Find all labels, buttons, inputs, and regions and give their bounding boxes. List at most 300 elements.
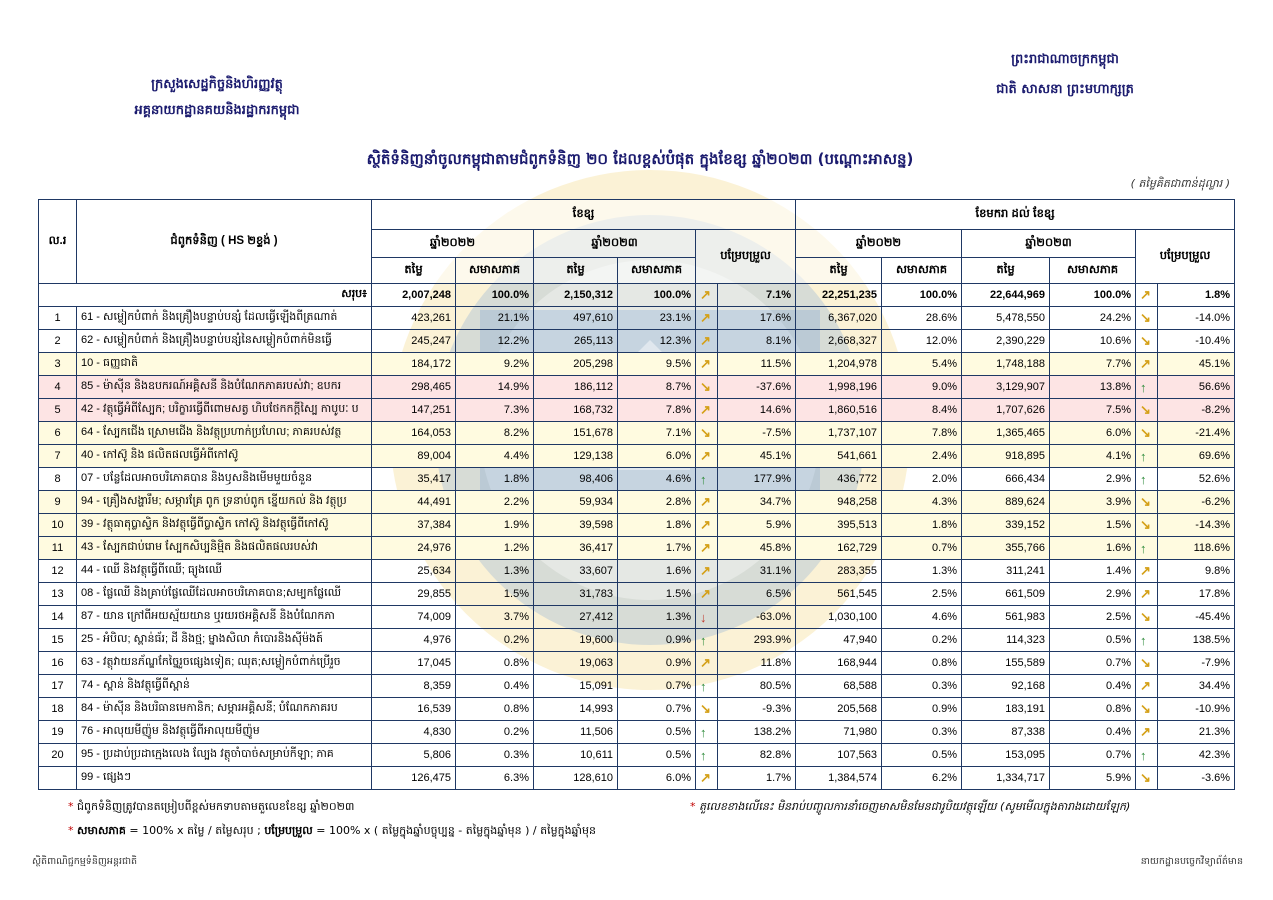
- change-percent: 5.9%: [718, 514, 796, 537]
- ytd-value-2023: 661,509: [962, 583, 1050, 606]
- row-number: 13: [39, 583, 77, 606]
- change-percent: 80.5%: [718, 675, 796, 698]
- share-2022: 1.2%: [456, 537, 534, 560]
- product-name: 62 - សម្លៀកបំពាក់ និងគ្រឿងបន្ទាប់បន្សំនៃសម្លៀកបំពាក់មិនធ្វើ: [77, 330, 372, 353]
- table-row: [39, 422, 1235, 445]
- change-formula: = 100% x ( តម្លៃក្នុងឆ្នាំបច្ចុប្បន្ន - តម្លៃក្នុងឆ្នាំមុន ) / តម្លៃក្នុងឆ្នាំមុន: [312, 824, 596, 837]
- share-2023: 6.0%: [618, 767, 696, 790]
- value-2023: 128,610: [534, 767, 618, 790]
- arrow-up-icon: ↑: [696, 744, 718, 767]
- ytd-share-2022: 1.8%: [882, 514, 962, 537]
- arrow-up-right-icon: ↗: [696, 491, 718, 514]
- header-product: ជំពូកទំនិញ ( HS ២ខ្ទង់ ): [77, 200, 372, 284]
- share-2023: 0.9%: [618, 652, 696, 675]
- total-ytd-change: 1.8%: [1158, 284, 1235, 307]
- ytd-share-2022: 9.0%: [882, 376, 962, 399]
- ytd-change-percent: -14.3%: [1158, 514, 1235, 537]
- ytd-value-2022: 561,545: [796, 583, 882, 606]
- ytd-value-2022: 6,367,020: [796, 307, 882, 330]
- product-name: 85 - ម៉ាស៊ីន និងឧបករណ៍អគ្គិសនី និងបំណែកភាគរបស់វា; ឧបករ: [77, 376, 372, 399]
- value-2022: 245,247: [372, 330, 456, 353]
- value-2022: 4,830: [372, 721, 456, 744]
- total-value-2023: 2,150,312: [534, 284, 618, 307]
- header-month-2023: ឆ្នាំ២០២៣: [534, 230, 696, 258]
- value-2023: 33,607: [534, 560, 618, 583]
- arrow-up-right-icon: ↗: [696, 652, 718, 675]
- ytd-share-2022: 8.4%: [882, 399, 962, 422]
- share-2022: 14.9%: [456, 376, 534, 399]
- ytd-value-2023: 153,095: [962, 744, 1050, 767]
- product-name: 07 - បន្លែដែលអាចបរិភោគបាន និងឫសនិងមើមមួយចំនួន: [77, 468, 372, 491]
- share-2023: 4.6%: [618, 468, 696, 491]
- product-name: 43 - ស្បែកជាប់រោម ស្បែកសិប្បនិម្មិត និងផលិតផលរបស់វា: [77, 537, 372, 560]
- value-2022: 126,475: [372, 767, 456, 790]
- footnote-gold: [690, 800, 1130, 816]
- header-ytd-2023: ឆ្នាំ២០២៣: [962, 230, 1136, 258]
- row-number: 15: [39, 629, 77, 652]
- value-2022: 184,172: [372, 353, 456, 376]
- row-number: 3: [39, 353, 77, 376]
- share-2023: 0.9%: [618, 629, 696, 652]
- share-2022: 12.2%: [456, 330, 534, 353]
- product-name: 39 - វត្ថុធាតុប្លាស្ទិក និងវត្ថុធ្វើពីប្លាស្ទិក កៅស៊ូ និងវត្ថុធ្វើពីកៅស៊ូ: [77, 514, 372, 537]
- share-2023: 0.7%: [618, 698, 696, 721]
- ytd-share-2023: 0.4%: [1050, 721, 1136, 744]
- arrow-down-right-icon: ↘: [1136, 652, 1158, 675]
- arrow-down-right-icon: ↘: [1136, 491, 1158, 514]
- row-number: 7: [39, 445, 77, 468]
- change-percent: 177.9%: [718, 468, 796, 491]
- share-2023: 12.3%: [618, 330, 696, 353]
- arrow-down-right-icon: ↘: [1136, 767, 1158, 790]
- ytd-value-2022: 948,258: [796, 491, 882, 514]
- row-number: 17: [39, 675, 77, 698]
- arrow-up-right-icon: ↗: [1136, 583, 1158, 606]
- table-row: [39, 560, 1235, 583]
- arrow-up-icon: ↑: [1136, 629, 1158, 652]
- header-month-2022: ឆ្នាំ២០២២: [372, 230, 534, 258]
- share-2023: 8.7%: [618, 376, 696, 399]
- table-row: [39, 583, 1235, 606]
- ytd-value-2023: 2,390,229: [962, 330, 1050, 353]
- ytd-share-2022: 28.6%: [882, 307, 962, 330]
- ytd-value-2022: 107,563: [796, 744, 882, 767]
- footnote-gold-text: តួលេខខាងលើនេះ មិនរាប់បញ្ចូលការនាំចេញមាសមិនមែនជារូបិយវត្ថុឡើយ (សូមមើលក្នុងតារាងដោយឡែក): [699, 800, 1131, 813]
- national-motto: ជាតិ សាសនា ព្រះមហាក្សត្រ: [996, 82, 1134, 97]
- table-row: [39, 744, 1235, 767]
- ytd-change-percent: 138.5%: [1158, 629, 1235, 652]
- ytd-value-2023: 918,895: [962, 445, 1050, 468]
- share-2023: 0.7%: [618, 675, 696, 698]
- row-number: 8: [39, 468, 77, 491]
- footnote-star-icon: *: [68, 824, 77, 837]
- ytd-share-2023: 2.9%: [1050, 468, 1136, 491]
- share-2023: 6.0%: [618, 445, 696, 468]
- table-row: [39, 767, 1235, 790]
- arrow-down-right-icon: ↘: [696, 422, 718, 445]
- share-2023: 0.5%: [618, 721, 696, 744]
- ytd-value-2022: 1,998,196: [796, 376, 882, 399]
- table-row: [39, 514, 1235, 537]
- product-name: 25 - អំបិល; ស្ពាន់ធ័រ; ដី និងថ្ម; ម្នាងសិលា កំបោរនិងស៊ីម៉ងត៍: [77, 629, 372, 652]
- value-2022: 24,976: [372, 537, 456, 560]
- header-month-change: បម្រែបម្រួល: [696, 230, 796, 284]
- ytd-value-2022: 205,568: [796, 698, 882, 721]
- kingdom-name: ព្រះរាជាណាចក្រកម្ពុជា: [1011, 52, 1119, 67]
- ytd-share-2022: 0.3%: [882, 721, 962, 744]
- value-2023: 59,934: [534, 491, 618, 514]
- ytd-share-2023: 4.1%: [1050, 445, 1136, 468]
- total-row: [39, 284, 1235, 307]
- ytd-change-percent: 21.3%: [1158, 721, 1235, 744]
- arrow-up-right-icon: ↗: [696, 767, 718, 790]
- change-percent: 11.5%: [718, 353, 796, 376]
- ytd-share-2022: 4.6%: [882, 606, 962, 629]
- share-2023: 7.8%: [618, 399, 696, 422]
- arrow-up-right-icon: ↗: [1136, 721, 1158, 744]
- ytd-value-2023: 311,241: [962, 560, 1050, 583]
- share-2022: 0.4%: [456, 675, 534, 698]
- value-2022: 164,053: [372, 422, 456, 445]
- value-2023: 19,600: [534, 629, 618, 652]
- share-2022: 0.8%: [456, 652, 534, 675]
- arrow-up-icon: ↑: [696, 629, 718, 652]
- value-2023: 151,678: [534, 422, 618, 445]
- change-percent: 34.7%: [718, 491, 796, 514]
- ytd-share-2023: 0.8%: [1050, 698, 1136, 721]
- footer-right: នាយកដ្ឋានបច្ចេកវិទ្យាព័ត៌មាន: [1140, 856, 1243, 867]
- ytd-change-percent: 45.1%: [1158, 353, 1235, 376]
- ytd-share-2022: 6.2%: [882, 767, 962, 790]
- change-percent: 293.9%: [718, 629, 796, 652]
- product-name: 08 - ផ្លែឈើ និងគ្រាប់ផ្លែឈើដែលអាចបរិភោគបាន;សម្បកផ្លែឈើ: [77, 583, 372, 606]
- total-share-2023: 100.0%: [618, 284, 696, 307]
- table-row: [39, 445, 1235, 468]
- share-2023: 1.5%: [618, 583, 696, 606]
- ytd-share-2022: 5.4%: [882, 353, 962, 376]
- share-2023: 23.1%: [618, 307, 696, 330]
- ytd-share-2023: 24.2%: [1050, 307, 1136, 330]
- ytd-change-percent: -21.4%: [1158, 422, 1235, 445]
- ytd-value-2023: 183,191: [962, 698, 1050, 721]
- product-name: 63 - វត្ថុវាយនភ័ណ្ឌកែច្នៃរួចផ្សេងទៀត; ឈុត;សម្លៀកបំពាក់ប្រើរួច: [77, 652, 372, 675]
- ytd-value-2023: 561,983: [962, 606, 1050, 629]
- change-percent: 138.2%: [718, 721, 796, 744]
- share-2022: 1.3%: [456, 560, 534, 583]
- arrow-up-icon: ↑: [696, 721, 718, 744]
- value-2023: 186,112: [534, 376, 618, 399]
- share-2023: 9.5%: [618, 353, 696, 376]
- value-2022: 17,045: [372, 652, 456, 675]
- ytd-change-percent: 118.6%: [1158, 537, 1235, 560]
- table-row: [39, 491, 1235, 514]
- ytd-share-2023: 1.5%: [1050, 514, 1136, 537]
- header-value: តម្លៃ: [534, 258, 618, 284]
- arrow-up-right-icon: ↗: [696, 537, 718, 560]
- arrow-down-right-icon: ↘: [696, 698, 718, 721]
- ytd-value-2023: 666,434: [962, 468, 1050, 491]
- value-2022: 25,634: [372, 560, 456, 583]
- ytd-value-2022: 436,772: [796, 468, 882, 491]
- table-row: [39, 629, 1235, 652]
- ytd-value-2022: 1,737,107: [796, 422, 882, 445]
- ytd-value-2023: 1,748,188: [962, 353, 1050, 376]
- value-2022: 89,004: [372, 445, 456, 468]
- product-name: 64 - ស្បែកជើង ស្រោមជើង និងវត្ថុប្រហាក់ប្រហែល; ភាគរបស់វត្ថ: [77, 422, 372, 445]
- ytd-share-2023: 1.6%: [1050, 537, 1136, 560]
- ytd-share-2023: 0.7%: [1050, 744, 1136, 767]
- value-2022: 35,417: [372, 468, 456, 491]
- arrow-down-right-icon: ↘: [1136, 422, 1158, 445]
- value-2023: 36,417: [534, 537, 618, 560]
- value-2023: 11,506: [534, 721, 618, 744]
- product-name: 95 - ប្រដាប់ប្រដាក្មេងលេង ល្បែង វត្ថុចាំបាច់សម្រាប់កីឡា; ភាគ: [77, 744, 372, 767]
- value-2023: 205,298: [534, 353, 618, 376]
- header-ytd-2022: ឆ្នាំ២០២២: [796, 230, 962, 258]
- share-2023: 7.1%: [618, 422, 696, 445]
- ytd-value-2023: 87,338: [962, 721, 1050, 744]
- share-2022: 9.2%: [456, 353, 534, 376]
- table-row: [39, 698, 1235, 721]
- ytd-value-2022: 68,588: [796, 675, 882, 698]
- ytd-change-percent: -6.2%: [1158, 491, 1235, 514]
- header-ytd-group: ខែមករា ដល់ ខែឧ្ស: [796, 200, 1235, 230]
- ministry-name: ក្រសួងសេដ្ឋកិច្ចនិងហិរញ្ញវត្ថុ: [151, 77, 283, 92]
- arrow-up-icon: ↑: [696, 675, 718, 698]
- share-2022: 3.7%: [456, 606, 534, 629]
- arrow-up-right-icon: ↗: [696, 560, 718, 583]
- share-2023: 1.6%: [618, 560, 696, 583]
- ministry-header: [112, 72, 322, 124]
- ytd-value-2022: 1,204,978: [796, 353, 882, 376]
- ytd-share-2022: 0.5%: [882, 744, 962, 767]
- ytd-value-2023: 1,334,717: [962, 767, 1050, 790]
- ytd-value-2023: 5,478,550: [962, 307, 1050, 330]
- change-percent: 6.5%: [718, 583, 796, 606]
- ytd-value-2022: 71,980: [796, 721, 882, 744]
- value-2022: 74,009: [372, 606, 456, 629]
- ytd-change-percent: -45.4%: [1158, 606, 1235, 629]
- arrow-up-icon: ↑: [1136, 744, 1158, 767]
- import-statistics-table: [38, 199, 1235, 790]
- ytd-change-percent: -8.2%: [1158, 399, 1235, 422]
- ytd-value-2022: 162,729: [796, 537, 882, 560]
- ytd-value-2023: 1,365,465: [962, 422, 1050, 445]
- ytd-share-2022: 12.0%: [882, 330, 962, 353]
- ytd-change-percent: 69.6%: [1158, 445, 1235, 468]
- arrow-up-right-icon: ↗: [696, 284, 718, 307]
- arrow-up-right-icon: ↗: [1136, 353, 1158, 376]
- row-number: 1: [39, 307, 77, 330]
- footnote-formulas: [68, 824, 596, 840]
- share-2022: 1.5%: [456, 583, 534, 606]
- ytd-value-2022: 47,940: [796, 629, 882, 652]
- ytd-value-2023: 1,707,626: [962, 399, 1050, 422]
- value-2023: 265,113: [534, 330, 618, 353]
- ytd-share-2023: 2.5%: [1050, 606, 1136, 629]
- total-value-2022: 2,007,248: [372, 284, 456, 307]
- header-share: សមាសភាគ: [882, 258, 962, 284]
- footnote-star-icon: *: [68, 800, 77, 813]
- header-share: សមាសភាគ: [618, 258, 696, 284]
- arrow-down-right-icon: ↘: [1136, 399, 1158, 422]
- row-number: 2: [39, 330, 77, 353]
- arrow-up-right-icon: ↗: [696, 445, 718, 468]
- ytd-change-percent: -3.6%: [1158, 767, 1235, 790]
- arrow-down-right-icon: ↘: [1136, 606, 1158, 629]
- row-number: 9: [39, 491, 77, 514]
- arrow-down-right-icon: ↘: [696, 376, 718, 399]
- change-percent: 45.8%: [718, 537, 796, 560]
- ytd-value-2023: 155,589: [962, 652, 1050, 675]
- ytd-change-percent: -10.4%: [1158, 330, 1235, 353]
- change-percent: -9.3%: [718, 698, 796, 721]
- value-2023: 98,406: [534, 468, 618, 491]
- change-label: បម្រែបម្រួល: [264, 824, 313, 837]
- row-number: 19: [39, 721, 77, 744]
- value-2023: 14,993: [534, 698, 618, 721]
- table-row: [39, 353, 1235, 376]
- product-name: 40 - កៅស៊ូ និង ផលិតផលធ្វើអំពីកៅស៊ូ: [77, 445, 372, 468]
- share-2022: 1.8%: [456, 468, 534, 491]
- arrow-up-right-icon: ↗: [1136, 675, 1158, 698]
- ytd-share-2023: 5.9%: [1050, 767, 1136, 790]
- share-2022: 0.2%: [456, 629, 534, 652]
- ytd-change-percent: 52.6%: [1158, 468, 1235, 491]
- ytd-share-2022: 2.4%: [882, 445, 962, 468]
- share-2022: 1.9%: [456, 514, 534, 537]
- table-row: [39, 721, 1235, 744]
- ytd-share-2023: 7.7%: [1050, 353, 1136, 376]
- row-number: 10: [39, 514, 77, 537]
- header-month-group: ខែឧ្ស: [372, 200, 796, 230]
- total-ytd-share-2023: 100.0%: [1050, 284, 1136, 307]
- share-2022: 0.3%: [456, 744, 534, 767]
- ytd-value-2022: 1,030,100: [796, 606, 882, 629]
- total-ytd-share-2022: 100.0%: [882, 284, 962, 307]
- total-change: 7.1%: [718, 284, 796, 307]
- table-row: [39, 330, 1235, 353]
- value-2022: 16,539: [372, 698, 456, 721]
- ytd-change-percent: 9.8%: [1158, 560, 1235, 583]
- value-2023: 39,598: [534, 514, 618, 537]
- ytd-share-2022: 0.7%: [882, 537, 962, 560]
- share-2022: 7.3%: [456, 399, 534, 422]
- ytd-share-2022: 1.3%: [882, 560, 962, 583]
- arrow-down-right-icon: ↘: [1136, 307, 1158, 330]
- ytd-share-2022: 0.8%: [882, 652, 962, 675]
- arrow-down-right-icon: ↘: [1136, 514, 1158, 537]
- unit-note: ( តម្លៃគិតជាពាន់ដុល្លារ ): [1130, 177, 1230, 190]
- change-percent: 14.6%: [718, 399, 796, 422]
- share-2022: 6.3%: [456, 767, 534, 790]
- arrow-down-icon: ↓: [696, 606, 718, 629]
- share-2022: 4.4%: [456, 445, 534, 468]
- ytd-value-2023: 114,323: [962, 629, 1050, 652]
- ytd-change-percent: 34.4%: [1158, 675, 1235, 698]
- ytd-share-2023: 1.4%: [1050, 560, 1136, 583]
- table-row: [39, 652, 1235, 675]
- value-2023: 15,091: [534, 675, 618, 698]
- header-share: សមាសភាគ: [1050, 258, 1136, 284]
- share-label: សមាសភាគ: [77, 824, 126, 837]
- value-2023: 31,783: [534, 583, 618, 606]
- row-number: 6: [39, 422, 77, 445]
- change-percent: -63.0%: [718, 606, 796, 629]
- change-percent: 17.6%: [718, 307, 796, 330]
- ytd-share-2022: 7.8%: [882, 422, 962, 445]
- table-body: [39, 284, 1235, 790]
- product-name: 94 - គ្រឿងសង្ហារឹម; សម្ភារគ្រែ ពូក ទ្រនាប់ពូក ខ្នើយកល់ និង វត្ថុប្រ: [77, 491, 372, 514]
- row-number: 12: [39, 560, 77, 583]
- arrow-up-icon: ↑: [696, 468, 718, 491]
- value-2023: 129,138: [534, 445, 618, 468]
- arrow-up-right-icon: ↗: [696, 399, 718, 422]
- ytd-value-2022: 395,513: [796, 514, 882, 537]
- arrow-up-right-icon: ↗: [1136, 560, 1158, 583]
- ytd-value-2022: 168,944: [796, 652, 882, 675]
- product-name: 61 - សម្លៀកបំពាក់ និងគ្រឿងបន្ទាប់បន្សំ ដែលធ្វើឡើងពីត្រណាត់: [77, 307, 372, 330]
- value-2022: 29,855: [372, 583, 456, 606]
- header-value: តម្លៃ: [962, 258, 1050, 284]
- ytd-share-2023: 0.7%: [1050, 652, 1136, 675]
- header-value: តម្លៃ: [796, 258, 882, 284]
- arrow-down-right-icon: ↘: [1136, 330, 1158, 353]
- ytd-share-2023: 3.9%: [1050, 491, 1136, 514]
- share-2023: 1.3%: [618, 606, 696, 629]
- arrow-up-right-icon: ↗: [1136, 284, 1158, 307]
- page-title: ស្ថិតិទំនិញនាំចូលកម្ពុជាតាមជំពូកទំនិញ ២០ ដែលខ្ពស់បំផុត ក្នុងខែឧ្ស ឆ្នាំ២០២៣ (បណ្ដោះអាសន្ន): [366, 150, 914, 168]
- ytd-value-2022: 1,860,516: [796, 399, 882, 422]
- ytd-value-2022: 2,668,327: [796, 330, 882, 353]
- ytd-value-2022: 283,355: [796, 560, 882, 583]
- ytd-share-2023: 10.6%: [1050, 330, 1136, 353]
- table-row: [39, 376, 1235, 399]
- header-no: ល.រ: [39, 200, 77, 284]
- row-number: [39, 767, 77, 790]
- footnote-sorting: [68, 800, 354, 816]
- value-2022: 4,976: [372, 629, 456, 652]
- value-2022: 8,359: [372, 675, 456, 698]
- ytd-change-percent: -10.9%: [1158, 698, 1235, 721]
- value-2022: 5,806: [372, 744, 456, 767]
- total-ytd-value-2022: 22,251,235: [796, 284, 882, 307]
- value-2023: 10,611: [534, 744, 618, 767]
- total-ytd-value-2023: 22,644,969: [962, 284, 1050, 307]
- ytd-change-percent: 17.8%: [1158, 583, 1235, 606]
- share-2022: 0.8%: [456, 698, 534, 721]
- ytd-share-2023: 2.9%: [1050, 583, 1136, 606]
- arrow-up-right-icon: ↗: [696, 353, 718, 376]
- department-name: អគ្គនាយកដ្ឋានគយនិងរដ្ឋាករកម្ពុជា: [134, 103, 300, 118]
- product-name: 99 - ផ្សេងៗ: [77, 767, 372, 790]
- value-2023: 168,732: [534, 399, 618, 422]
- total-label: សរុប៖: [39, 284, 372, 307]
- ytd-change-percent: 56.6%: [1158, 376, 1235, 399]
- ytd-value-2023: 355,766: [962, 537, 1050, 560]
- product-name: 10 - ធញ្ញជាតិ: [77, 353, 372, 376]
- share-2022: 0.2%: [456, 721, 534, 744]
- row-number: 18: [39, 698, 77, 721]
- value-2023: 497,610: [534, 307, 618, 330]
- product-name: 76 - អាលុយមីញ៉ូម និងវត្ថុធ្វើពីអាលុយមីញ៉ូម: [77, 721, 372, 744]
- change-percent: -7.5%: [718, 422, 796, 445]
- ytd-change-percent: -14.0%: [1158, 307, 1235, 330]
- ytd-share-2022: 2.5%: [882, 583, 962, 606]
- row-number: 20: [39, 744, 77, 767]
- ytd-share-2023: 6.0%: [1050, 422, 1136, 445]
- product-name: 87 - យាន ក្រៅពីអយស្ម័យយាន ឬរយរថអគ្គិសនី និងបំណែកភា: [77, 606, 372, 629]
